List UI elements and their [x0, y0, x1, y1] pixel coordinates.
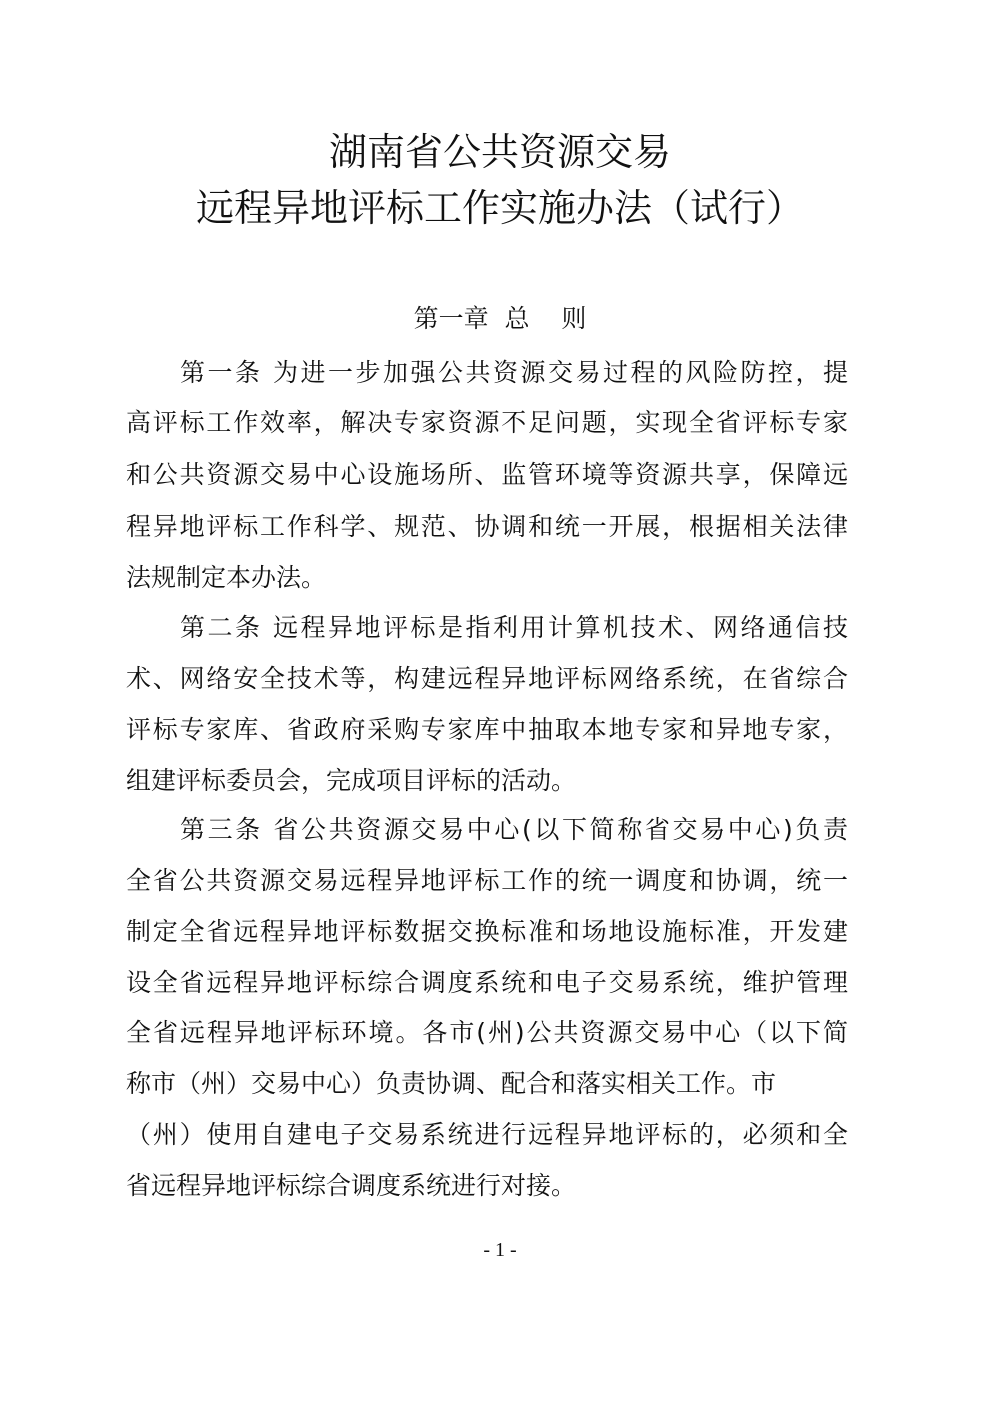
article-3-line-2: 全省公共资源交易远程异地评标工作的统一调度和协调，统一: [126, 866, 848, 895]
article-3-line-4: 设全省远程异地评标综合调度系统和电子交易系统，维护管理: [126, 968, 848, 997]
article-3-line-6: 称市（州）交易中心）负责协调、配合和落实相关工作。市: [126, 1069, 777, 1098]
article-2-line-3: 评标专家库、省政府采购专家库中抽取本地专家和异地专家，: [126, 715, 848, 744]
article-1-line-1: 第一条 为进一步加强公共资源交易过程的风险防控，提: [180, 358, 848, 387]
article-1-line-4: 程异地评标工作科学、规范、协调和统一开展，根据相关法律: [126, 512, 848, 541]
article-3-line-7: （州）使用自建电子交易系统进行远程异地评标的，必须和全: [126, 1120, 848, 1149]
document-title-line-1: 湖南省公共资源交易: [328, 130, 671, 174]
chapter-heading: 第一章 总 则: [413, 304, 587, 333]
article-2-line-2: 术、网络安全技术等，构建远程异地评标网络系统，在省综合: [126, 664, 848, 693]
article-3-line-5: 全省远程异地评标环境。各市(州)公共资源交易中心（以下简: [126, 1018, 848, 1047]
article-3-line-1: 第三条 省公共资源交易中心(以下简称省交易中心)负责: [180, 815, 848, 844]
article-2-line-4: 组建评标委员会，完成项目评标的活动。: [126, 766, 577, 795]
article-1-line-2: 高评标工作效率，解决专家资源不足问题，实现全省评标专家: [126, 408, 848, 437]
document-title-line-2: 远程异地评标工作实施办法（试行）: [195, 186, 804, 230]
article-3-line-3: 制定全省远程异地评标数据交换标准和场地设施标准，开发建: [126, 917, 848, 946]
article-1-line-3: 和公共资源交易中心设施场所、监管环境等资源共享，保障远: [126, 460, 848, 489]
article-1-line-5: 法规制定本办法。: [126, 563, 327, 592]
article-2-line-1: 第二条 远程异地评标是指利用计算机技术、网络通信技: [180, 613, 848, 642]
page-number: - 1 -: [483, 1239, 517, 1261]
article-3-line-8: 省远程异地评标综合调度系统进行对接。: [126, 1171, 577, 1200]
